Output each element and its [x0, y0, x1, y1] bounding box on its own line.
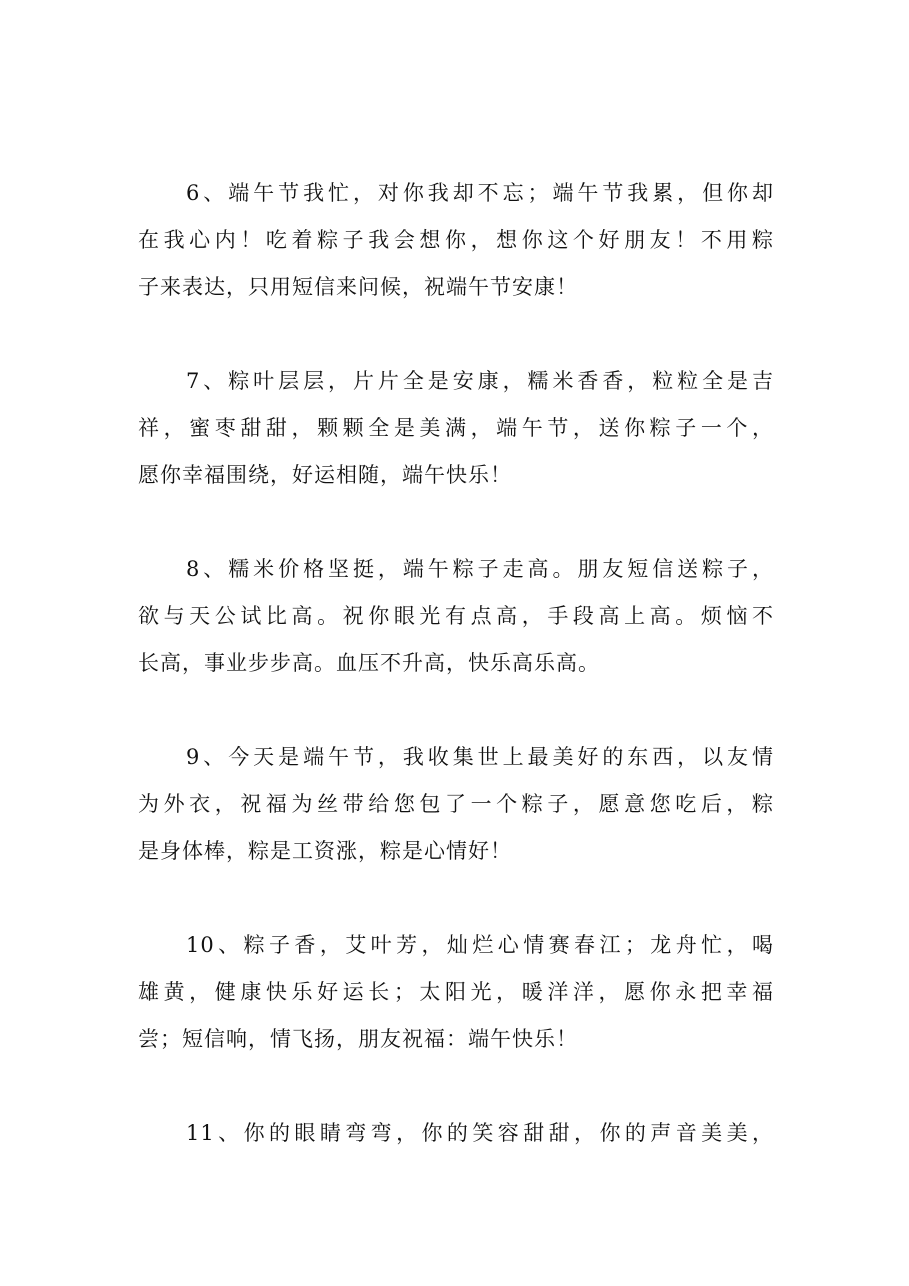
- paragraph-line: 欲与天公试比高。祝你眼光有点高，手段高上高。烦恼不: [138, 604, 774, 628]
- paragraph-line: 在我心内！吃着粽子我会想你，想你这个好朋友！不用粽: [138, 228, 774, 252]
- paragraph-line: 尝；短信响，情飞扬，朋友祝福：端午快乐！: [138, 1027, 578, 1051]
- paragraph-line: 7、粽叶层层，片片全是安康，糯米香香，粒粒全是吉: [186, 369, 774, 393]
- paragraph-line: 9、今天是端午节，我收集世上最美好的东西，以友情: [186, 745, 774, 769]
- paragraph-line: 雄黄，健康快乐好运长；太阳光，暖洋洋，愿你永把幸福: [138, 980, 774, 1004]
- paragraph-line: 愿你幸福围绕，好运相随，端午快乐！: [138, 463, 512, 487]
- paragraph-9: [138, 734, 774, 875]
- paragraph-11: [138, 1110, 774, 1157]
- paragraph-10: [138, 922, 774, 1063]
- paragraph-line: 6、端午节我忙，对你我却不忘；端午节我累，但你却: [186, 181, 774, 205]
- paragraph-line: 长高，事业步步高。血压不升高，快乐高乐高。: [138, 651, 600, 675]
- paragraph-line: 10、粽子香，艾叶芳，灿烂心情赛春江；龙舟忙，喝: [186, 933, 774, 957]
- paragraph-line: 11、你的眼睛弯弯，你的笑容甜甜，你的声音美美，: [186, 1121, 774, 1145]
- paragraph-6: [138, 170, 774, 311]
- paragraph-line: 子来表达，只用短信来问候，祝端午节安康！: [138, 275, 578, 299]
- paragraph-line: 祥，蜜枣甜甜，颗颗全是美满，端午节，送你粽子一个，: [138, 416, 774, 440]
- paragraph-line: 8、糯米价格坚挺，端午粽子走高。朋友短信送粽子，: [186, 557, 774, 581]
- paragraph-8: [138, 546, 774, 687]
- paragraph-7: [138, 358, 774, 499]
- paragraph-line: 是身体棒，粽是工资涨，粽是心情好！: [138, 839, 512, 863]
- paragraph-line: 为外衣，祝福为丝带给您包了一个粽子，愿意您吃后，粽: [138, 792, 774, 816]
